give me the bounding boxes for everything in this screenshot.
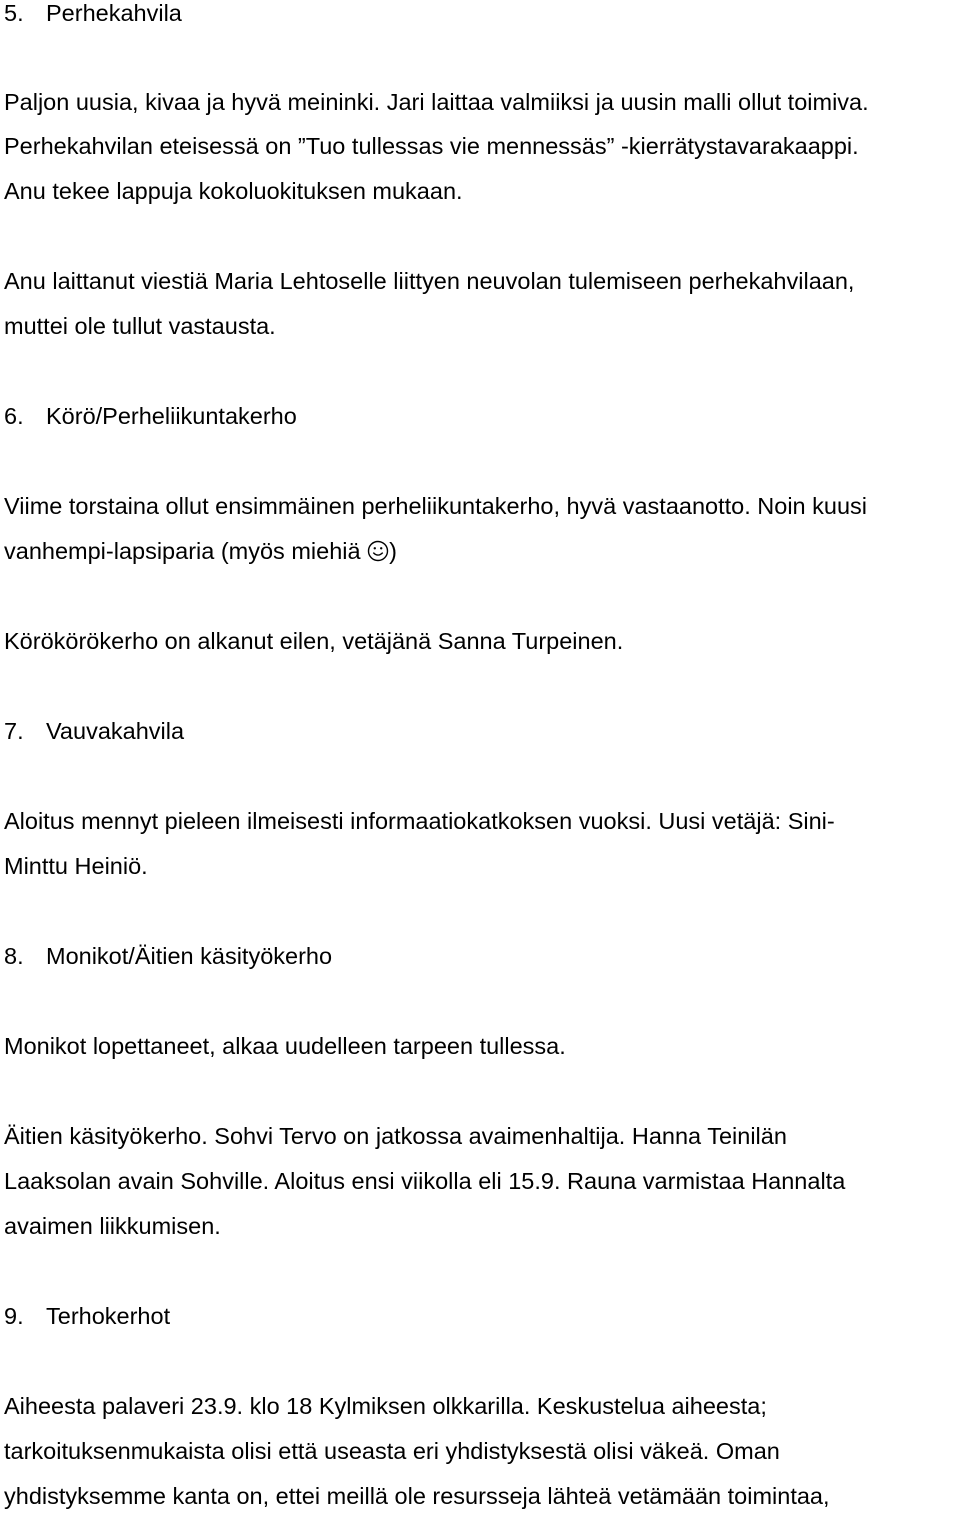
- paragraph-line: avaimen liikkumisen.: [4, 1213, 221, 1239]
- paragraph-line: Laaksolan avain Sohville. Aloitus ensi viikolla eli 15.9. Rauna varmistaa Hannalta: [4, 1168, 846, 1194]
- paragraph-line: tarkoituksenmukaista olisi että useasta eri yhdistyksestä olisi väkeä. Oman: [4, 1438, 780, 1464]
- section-heading-8: [4, 941, 332, 971]
- section-number: 6.: [4, 403, 24, 429]
- paragraph-line: Aiheesta palaveri 23.9. klo 18 Kylmiksen olkkarilla. Keskustelua aiheesta;: [4, 1393, 767, 1419]
- paragraph-line: Minttu Heiniö.: [4, 853, 148, 879]
- paragraph-line: Aloitus mennyt pieleen ilmeisesti informaatiokatkoksen vuoksi. Uusi vetäjä: Sini-: [4, 808, 835, 834]
- line-text: vanhempi-lapsiparia (myös miehiä: [4, 538, 368, 564]
- paragraph-line: Viime torstaina ollut ensimmäinen perheliikuntakerho, hyvä vastaanotto. Noin kuusi: [4, 493, 868, 519]
- section-title: Körö/Perheliikuntakerho: [46, 403, 297, 429]
- paragraph-line: Perhekahvilan eteisessä on ”Tuo tullessas vie mennessäs” -kierrätystavarakaappi.: [4, 133, 859, 159]
- paragraph-line: Äitien käsityökerho. Sohvi Tervo on jatkossa avaimenhaltija. Hanna Teinilän: [4, 1123, 787, 1149]
- section-heading-9: [4, 1301, 170, 1331]
- section-title: Vauvakahvila: [46, 718, 185, 744]
- smiley-icon: [367, 539, 389, 569]
- section-heading-6: [4, 401, 297, 431]
- paragraph-line: muttei ole tullut vastausta.: [4, 313, 276, 339]
- section-number: 9.: [4, 1303, 24, 1329]
- section-title: Perhekahvila: [46, 0, 182, 26]
- section-heading-5: [4, 0, 182, 28]
- section-number: 7.: [4, 718, 24, 744]
- paragraph-line: yhdistyksemme kanta on, ettei meillä ole resursseja lähteä vetämään toimintaa,: [4, 1483, 830, 1509]
- line-text: ): [389, 538, 397, 564]
- paragraph-line: Körökörökerho on alkanut eilen, vetäjänä Sanna Turpeinen.: [4, 628, 624, 654]
- section-number: 8.: [4, 943, 24, 969]
- paragraph-line: [4, 536, 397, 569]
- paragraph-line: Monikot lopettaneet, alkaa uudelleen tarpeen tullessa.: [4, 1033, 566, 1059]
- section-title: Monikot/Äitien käsityökerho: [46, 943, 333, 969]
- paragraph-line: Paljon uusia, kivaa ja hyvä meininki. Jari laittaa valmiiksi ja uusin malli ollut toimiva.: [4, 89, 869, 115]
- paragraph-line: Anu tekee lappuja kokoluokituksen mukaan.: [4, 178, 463, 204]
- section-heading-7: [4, 716, 184, 746]
- section-title: Terhokerhot: [46, 1303, 171, 1329]
- section-number: 5.: [4, 0, 24, 26]
- paragraph-line: Anu laittanut viestiä Maria Lehtoselle liittyen neuvolan tulemiseen perhekahvilaan,: [4, 268, 855, 294]
